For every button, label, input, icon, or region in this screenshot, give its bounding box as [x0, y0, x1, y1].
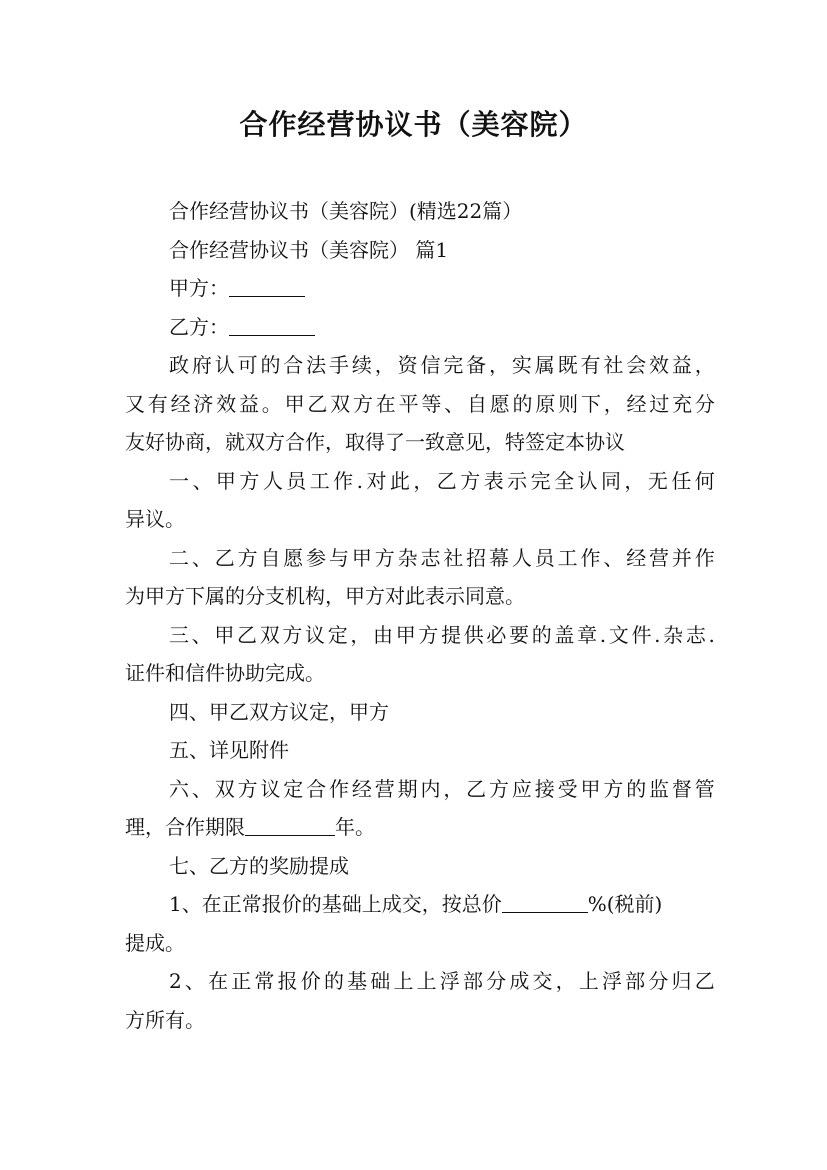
- clause-6-line-1: [125, 770, 715, 809]
- char: 完: [530, 468, 551, 493]
- char: 工: [309, 468, 330, 493]
- char: 上: [578, 969, 599, 993]
- char: 甲: [284, 391, 305, 416]
- char: 信: [420, 353, 441, 377]
- char: 经: [626, 545, 647, 570]
- char: 续: [351, 353, 372, 377]
- char: 营: [649, 545, 670, 570]
- char: 方: [460, 468, 481, 493]
- char: 对: [366, 468, 387, 493]
- char: 并: [671, 545, 692, 570]
- char: 表: [483, 468, 504, 493]
- char: 参: [306, 545, 327, 570]
- party-a-line: [125, 269, 715, 308]
- char: 议: [260, 776, 281, 801]
- char: 作: [694, 545, 715, 570]
- char: 经: [626, 391, 647, 416]
- char: 作: [580, 545, 601, 570]
- char: ，: [374, 353, 395, 377]
- clause-4: 四、甲乙双方议定，甲方: [169, 699, 389, 724]
- clause-6-suffix: 年。: [335, 815, 375, 839]
- char: 经: [351, 776, 372, 801]
- char: 盖: [554, 622, 575, 647]
- char: 浮: [602, 969, 622, 993]
- char: 上: [416, 969, 437, 993]
- char: 实: [511, 353, 532, 377]
- char: 报: [277, 969, 298, 993]
- char: 甲: [215, 468, 236, 493]
- clause-1-line-2: 异议。: [125, 507, 185, 531]
- clause-6-line-2: [125, 808, 715, 847]
- char: 乙: [214, 545, 235, 570]
- char: 充: [672, 391, 693, 416]
- document-title: 合作经营协议书（美容院）: [239, 108, 588, 141]
- char: 可: [237, 353, 258, 377]
- subtitle: 合作经营协议书（美容院）(精选22篇）: [169, 199, 523, 223]
- char: 乙: [237, 622, 258, 647]
- char: 原: [535, 391, 556, 416]
- item-1-line-2: 提成。: [125, 930, 185, 955]
- char: 部: [462, 969, 483, 993]
- clause-6-prefix: 理，合作期限: [125, 815, 245, 839]
- char: 三: [169, 622, 189, 647]
- char: 员: [534, 545, 555, 570]
- char: 招: [466, 545, 487, 570]
- char: 方: [282, 622, 303, 647]
- char: 平: [398, 391, 419, 416]
- char: 属: [534, 353, 555, 377]
- char: ，: [624, 468, 645, 493]
- char: 则: [558, 391, 579, 416]
- char: 杂: [663, 622, 684, 647]
- char: 、: [192, 468, 213, 493]
- char: 府: [191, 353, 212, 377]
- char: 要: [509, 622, 530, 647]
- char: 归: [671, 969, 692, 993]
- term-years-blank: [245, 815, 335, 836]
- char: 愿: [283, 545, 304, 570]
- char: 方: [352, 391, 373, 416]
- char: 人: [262, 468, 283, 493]
- char: 愿: [489, 391, 510, 416]
- char: 的: [323, 969, 344, 993]
- char: 既: [557, 353, 578, 377]
- char: .: [599, 622, 607, 647]
- char: 由: [373, 622, 394, 647]
- char: 在: [375, 391, 396, 416]
- char: 交: [532, 969, 553, 993]
- char: ，: [443, 776, 464, 801]
- char: ，: [350, 622, 371, 647]
- preamble-line-2: [125, 385, 715, 424]
- char: 双: [259, 622, 280, 647]
- clause-7: 七、乙方的奖励提成: [169, 853, 349, 878]
- char: 甲: [395, 622, 416, 647]
- char: 、: [191, 622, 212, 647]
- char: 认: [577, 468, 598, 493]
- char: 效: [649, 353, 670, 377]
- item-1-prefix: 1、在正常报价的基础上成交，按总价: [169, 892, 502, 916]
- party-a-blank: [229, 276, 305, 297]
- char: 合: [283, 353, 304, 377]
- char: 基: [347, 969, 368, 993]
- char: 认: [214, 353, 235, 377]
- char: 管: [694, 776, 715, 801]
- char: 2: [169, 969, 182, 993]
- char: 件: [631, 622, 652, 647]
- item-1-line-1: [125, 885, 715, 924]
- char: 政: [169, 353, 189, 377]
- char: 营: [374, 776, 395, 801]
- char: 分: [648, 969, 669, 993]
- preamble-line-3: 友好协商，就双方合作，取得了一致意见，特签定本协议: [125, 430, 625, 454]
- char: 完: [443, 353, 464, 377]
- char: 下: [580, 391, 601, 416]
- clause-3-line-2: 证件和信件协助完成。: [125, 661, 325, 685]
- char: 成: [509, 969, 530, 993]
- char: 志: [685, 622, 706, 647]
- char: 必: [486, 622, 507, 647]
- char: 方: [603, 776, 624, 801]
- char: .: [654, 622, 661, 647]
- char: 过: [649, 391, 670, 416]
- char: 受: [557, 776, 578, 801]
- char: 定: [327, 622, 348, 647]
- char: 浮: [439, 969, 460, 993]
- char: 方: [418, 622, 439, 647]
- party-b-blank: [229, 315, 315, 336]
- char: 常: [254, 969, 275, 993]
- char: 督: [671, 776, 692, 801]
- char: 。: [261, 391, 282, 416]
- char: 甲: [580, 776, 601, 801]
- char: 自: [466, 391, 487, 416]
- char: 甲: [351, 545, 372, 570]
- char: 的: [531, 622, 552, 647]
- char: 议: [305, 622, 326, 647]
- char: 经: [170, 391, 191, 416]
- char: 价: [300, 969, 321, 993]
- char: .: [356, 468, 363, 493]
- char: 分: [486, 969, 507, 993]
- char: 无: [647, 468, 668, 493]
- item-1-suffix: %(税前): [587, 892, 663, 916]
- char: ，: [489, 353, 510, 377]
- clause-1-line-1: [125, 462, 715, 501]
- char: ，: [413, 468, 434, 493]
- char: 应: [511, 776, 532, 801]
- char: 在: [208, 969, 229, 993]
- char: 方: [237, 545, 258, 570]
- char: 文: [608, 622, 629, 647]
- char: 双: [214, 776, 235, 801]
- clause-2-line-2: 为甲方下属的分支机构，甲方对此表示同意。: [125, 584, 525, 608]
- char: 乙: [436, 468, 457, 493]
- item-2-line-1: [125, 962, 715, 1001]
- char: 志: [420, 545, 441, 570]
- char: 作: [329, 776, 350, 801]
- char: 定: [283, 776, 304, 801]
- char: 乙: [307, 391, 328, 416]
- char: 与: [329, 545, 350, 570]
- char: 自: [260, 545, 281, 570]
- clause-5: 五、详见附件: [169, 738, 289, 762]
- char: 社: [603, 353, 624, 377]
- char: 方: [374, 545, 395, 570]
- char: 等: [421, 391, 442, 416]
- document-body: [125, 192, 715, 1039]
- char: 手: [329, 353, 350, 377]
- char: 上: [393, 969, 414, 993]
- char: 双: [330, 391, 351, 416]
- char: 内: [420, 776, 441, 801]
- char: 益: [238, 391, 259, 416]
- clause-3-line-1: [125, 616, 715, 655]
- char: 、: [191, 545, 212, 570]
- char: 的: [260, 353, 281, 377]
- char: 合: [306, 776, 327, 801]
- char: 二: [169, 545, 189, 570]
- char: 方: [237, 776, 258, 801]
- section-heading: 合作经营协议书（美容院） 篇1: [169, 237, 449, 262]
- char: 效: [216, 391, 237, 416]
- party-b-label: 乙方：: [169, 314, 229, 339]
- char: 会: [626, 353, 647, 377]
- char: 乙: [694, 969, 715, 993]
- char: 乙: [466, 776, 487, 801]
- item-2-line-2: 方所有。: [125, 1007, 205, 1032]
- char: 一: [169, 468, 189, 493]
- commission-percent-blank: [502, 892, 588, 913]
- char: 示: [507, 468, 528, 493]
- char: .: [708, 622, 715, 647]
- char: 济: [193, 391, 214, 416]
- char: 有: [147, 391, 168, 416]
- char: ，: [694, 353, 715, 377]
- char: 资: [397, 353, 418, 377]
- char: 法: [306, 353, 327, 377]
- char: 供: [463, 622, 484, 647]
- char: 部: [625, 969, 646, 993]
- char: 、: [191, 776, 212, 801]
- char: 方: [239, 468, 260, 493]
- char: 益: [671, 353, 692, 377]
- party-a-label: 甲方：: [169, 276, 229, 300]
- char: 备: [466, 353, 487, 377]
- char: 、: [184, 969, 205, 993]
- char: 员: [286, 468, 307, 493]
- clause-2-line-1: [125, 539, 715, 578]
- char: 章: [577, 622, 598, 647]
- char: 期: [397, 776, 418, 801]
- char: 监: [649, 776, 670, 801]
- char: 何: [694, 468, 715, 493]
- char: 方: [489, 776, 510, 801]
- char: 、: [603, 545, 624, 570]
- char: 全: [554, 468, 575, 493]
- party-b-line: [125, 308, 715, 347]
- char: 社: [443, 545, 464, 570]
- char: 甲: [214, 622, 235, 647]
- char: 有: [580, 353, 601, 377]
- char: 正: [231, 969, 252, 993]
- char: 、: [444, 391, 465, 416]
- char: 的: [512, 391, 533, 416]
- char: 作: [333, 468, 354, 493]
- char: 的: [626, 776, 647, 801]
- char: 又: [125, 391, 145, 416]
- char: 同: [600, 468, 621, 493]
- preamble-line-1: [125, 346, 715, 385]
- char: 接: [534, 776, 555, 801]
- char: 人: [511, 545, 532, 570]
- char: ，: [555, 969, 576, 993]
- char: 础: [370, 969, 391, 993]
- char: 任: [671, 468, 692, 493]
- char: 杂: [397, 545, 418, 570]
- char: ，: [603, 391, 624, 416]
- char: 幕: [489, 545, 510, 570]
- char: 提: [441, 622, 462, 647]
- char: 分: [694, 391, 715, 416]
- char: 工: [557, 545, 578, 570]
- char: 六: [169, 776, 189, 801]
- char: 此: [389, 468, 410, 493]
